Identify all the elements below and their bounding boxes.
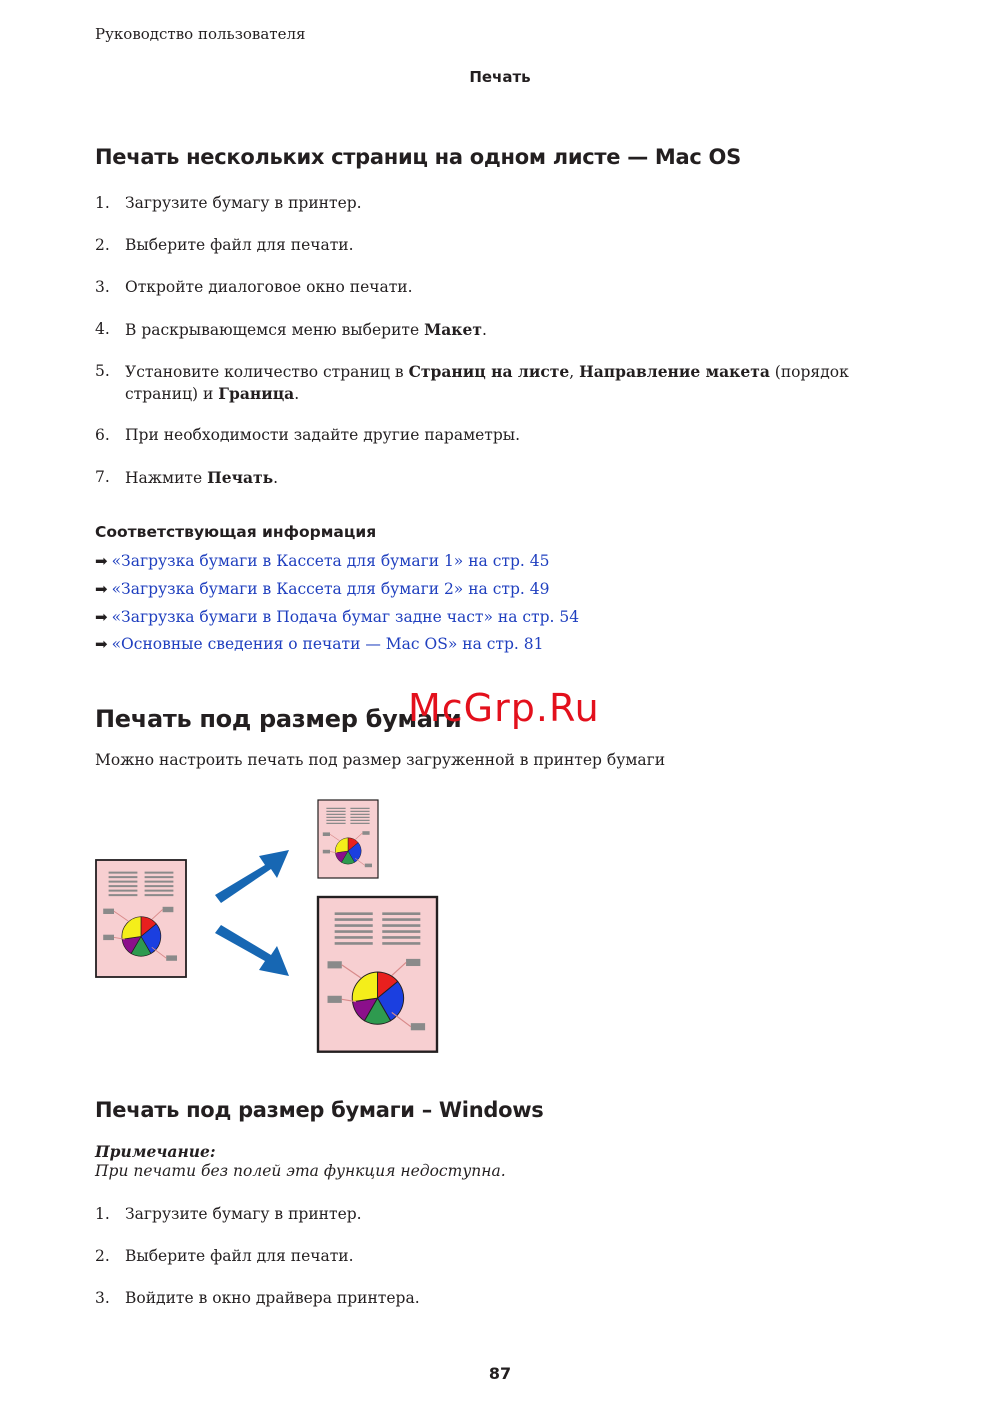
step-1 [95, 193, 875, 214]
step-text: При необходимости задайте другие параметры. [125, 426, 521, 444]
section-title-fit: Печать под размер бумаги [95, 705, 462, 733]
arrow-right-icon: ➡ [95, 580, 108, 598]
step-text: Выберите файл для печати. [125, 1247, 354, 1265]
note-label: Примечание: [95, 1142, 216, 1161]
step-number: 1. [95, 194, 110, 212]
intro-text: Можно настроить печать под размер загруженной в принтер бумаги [95, 751, 666, 769]
step-number: 7. [95, 468, 110, 486]
link-text[interactable]: «Основные сведения о печати — Mac OS» на стр. 81 [111, 635, 544, 653]
running-header: Руководство пользователя [95, 25, 306, 43]
step-4 [95, 319, 875, 341]
step-text: Войдите в окно драйвера принтера. [125, 1289, 420, 1307]
arrow-right-icon: ➡ [95, 635, 108, 653]
step-text: Откройте диалоговое окно печати. [125, 278, 413, 296]
related-link-3[interactable] [95, 608, 579, 626]
win-step-1 [95, 1204, 875, 1225]
related-link-2[interactable] [95, 580, 549, 598]
step-number: 4. [95, 320, 110, 338]
step-number: 3. [95, 1289, 110, 1307]
smaller-paper [318, 800, 378, 878]
step-3 [95, 277, 875, 298]
step-number: 5. [95, 362, 110, 380]
step-text: Загрузите бумагу в принтер. [125, 194, 362, 212]
step-text: Нажмите Печать. [125, 468, 279, 487]
fit-to-page-illustration [90, 795, 450, 1060]
section-title-windows: Печать под размер бумаги – Windows [95, 1098, 544, 1122]
step-text: В раскрывающемся меню выберите Макет. [125, 320, 487, 339]
step-number: 1. [95, 1205, 110, 1223]
win-step-3 [95, 1288, 875, 1309]
note-text: При печати без полей эта функция недоступна. [95, 1162, 506, 1180]
section-title-mac: Печать нескольких страниц на одном листе — Mac OS [95, 145, 741, 169]
page-number: 87 [488, 1364, 512, 1383]
step-2 [95, 235, 875, 256]
step-7 [95, 467, 875, 489]
link-text[interactable]: «Загрузка бумаги в Подача бумаг задне част» на стр. 54 [111, 608, 580, 626]
menu-item-layout: Макет [424, 320, 482, 339]
arrow-down-right-icon [215, 925, 289, 976]
step-number: 6. [95, 426, 110, 444]
step-number: 2. [95, 1247, 110, 1265]
win-step-2 [95, 1246, 875, 1267]
step-text: Выберите файл для печати. [125, 236, 354, 254]
original-page [96, 860, 186, 977]
link-text[interactable]: «Загрузка бумаги в Кассета для бумаги 1» на стр. 45 [111, 552, 550, 570]
step-text: Установите количество страниц в Страниц на листе, Направление макета (порядок страниц) и Граница. [125, 362, 849, 403]
step-number: 2. [95, 236, 110, 254]
section-header: Печать [469, 68, 531, 86]
step-number: 3. [95, 278, 110, 296]
larger-paper [318, 897, 437, 1052]
step-5 [95, 361, 875, 405]
arrow-right-icon: ➡ [95, 552, 108, 570]
arrow-up-right-icon [215, 850, 289, 903]
watermark: McGrp.Ru [408, 686, 600, 730]
step-text: Загрузите бумагу в принтер. [125, 1205, 362, 1223]
related-link-4[interactable] [95, 635, 544, 653]
related-link-1[interactable] [95, 552, 549, 570]
step-6 [95, 425, 875, 446]
link-text[interactable]: «Загрузка бумаги в Кассета для бумаги 2» на стр. 49 [111, 580, 550, 598]
arrow-right-icon: ➡ [95, 608, 108, 626]
related-info-title: Соответствующая информация [95, 523, 377, 541]
